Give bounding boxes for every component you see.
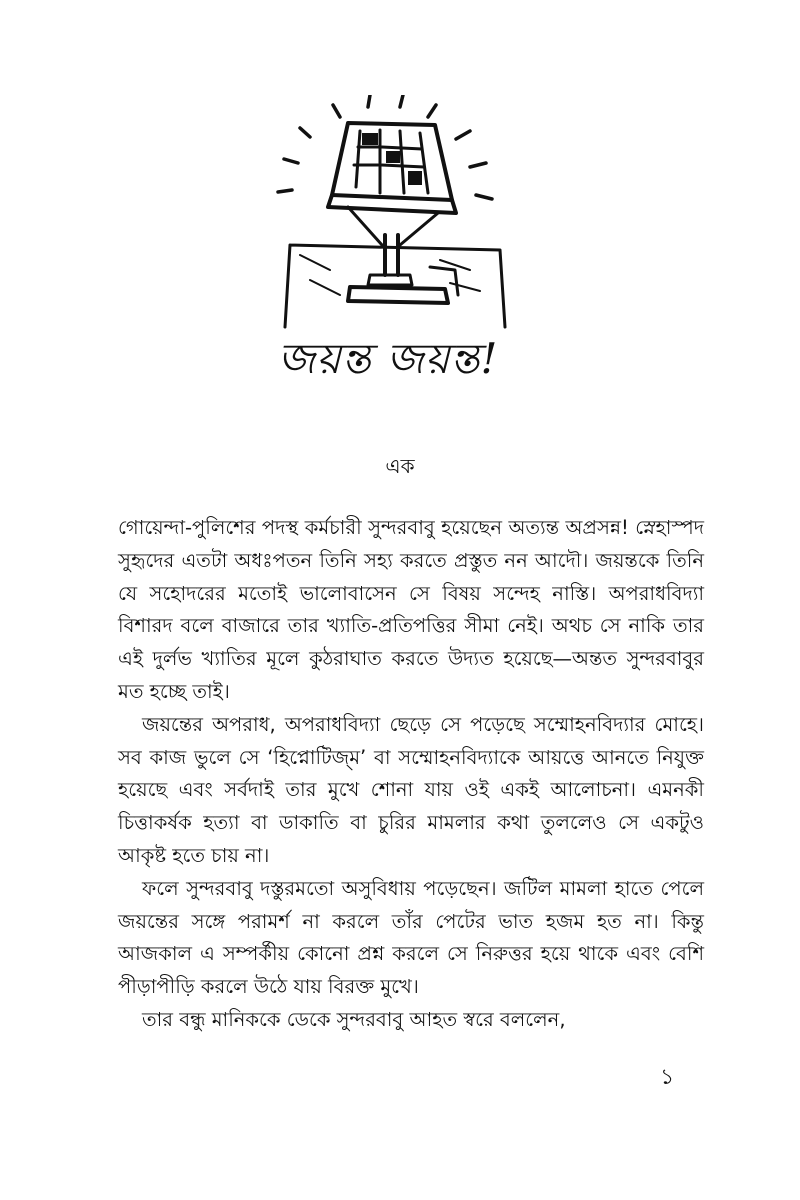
- paragraph: জয়ন্তের অপরাধ, অপরাধবিদ্যা ছেড়ে সে পড়েছে সম্মোহনবিদ্যার মোহে। সব কাজ ভুলে সে ‘হিপ্নোটিজ্‌ম’ বা সম্মোহনবিদ্যাকে আয়ত্তে আনতে নিযুক্ত হয়েছে এবং সর্বদাই তার মুখে শোনা যায় ওই একই আলোচনা। এমনকী চিত্তাকর্ষক হত্যা বা ডাকাতি বা চুরির মামলার কথা তুললেও সে একটুও আকৃষ্ট হতে চায় না।: [118, 712, 704, 867]
- title-lettering: [258, 318, 518, 388]
- lamp-icon: [270, 95, 520, 330]
- paragraph: তার বন্ধু মানিককে ডেকে সুন্দরবাবু আহত স্বরে বললেন,: [142, 1007, 566, 1031]
- page-number: ১: [660, 1065, 675, 1090]
- lamp-shade: [328, 123, 456, 213]
- paragraph: গোয়েন্দা-পুলিশের পদস্থ কর্মচারী সুন্দরবাবু হয়েছেন অত্যন্ত অপ্রসন্ন! স্নেহাস্পদ সুহৃদের এতটা অধঃপতন তিনি সহ্য করতে প্রস্তুত নন আদৌ। জয়ন্তকে তিনি যে সহোদরের মতোই ভালোবাসেন সে বিষয় সন্দেহ নাস্তি। অপরাধবিদ্যা বিশারদ বলে বাজারে তার খ্যাতি-প্রতিপত্তির সীমা নেই। অথচ সে নাকি তার এই দুর্লভ খ্যাতির মূলে কুঠরাঘাত করতে উদ্যত হয়েছে—অন্তত সুন্দরবাবুর মত হচ্ছে তাই।: [118, 516, 704, 703]
- paragraph: ফলে সুন্দরবাবু দস্তুরমতো অসুবিধায় পড়েছেন। জটিল মামলা হাতে পেলে জয়ন্তের সঙ্গে পরামর্শ না করলে তাঁর পেটের ভাত হজম হত না। কিন্তু আজকাল এ সম্পর্কীয় কোনো প্রশ্ন করলে সে নিরুত্তর হয়ে থাকে এবং বেশি পীড়াপীড়ি করলে উঠে যায় বিরক্ত মুখে।: [118, 876, 704, 999]
- chapter-heading: এক: [385, 454, 415, 478]
- body-text: [118, 512, 704, 1037]
- lamp-stand: [348, 207, 448, 303]
- book-title: জয়ন্ত জয়ন্ত!: [277, 334, 499, 383]
